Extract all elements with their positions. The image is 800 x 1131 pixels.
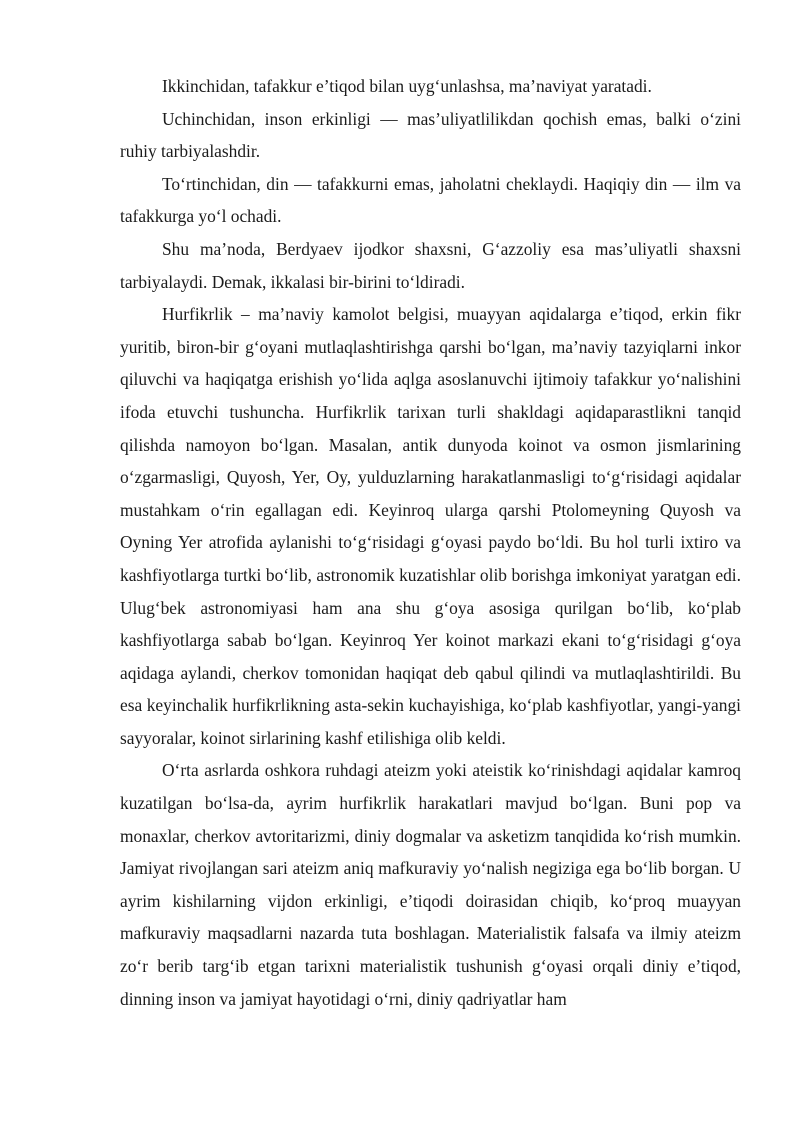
paragraph: Hurfikrlik – ma’naviy kamolot belgisi, muayyan aqidalarga e’tiqod, erkin fikr yuritib, biron-bir g‘oyani mutlaqlashtirishga qarshi bo‘lgan, ma’naviy tazyiqlarni inkor qiluvchi va haqiqatga erishish yo‘lida aqlga asoslanuvchi ijtimoiy tafakkur yo‘nalishini ifoda etuvchi tushuncha. Hurfikrlik tarixan turli shakldagi aqidaparastlikni tanqid qilishda namoyon bo‘lgan. Masalan, antik dunyoda koinot va osmon jismlarining o‘zgarmasligi, Quyosh, Yer, Oy, yulduzlarning harakatlanmasligi to‘g‘risidagi aqidalar mustahkam o‘rin egallagan edi. Keyinroq ularga qarshi Ptolomeyning Quyosh va Oyning Yer atrofida aylanishi to‘g‘risidagi g‘oyasi paydo bo‘ldi. Bu hol turli ixtiro va kashfiyotlarga turtki bo‘lib, astronomik kuzatishlar olib borishga imkoniyat yaratgan edi. Ulug‘bek astronomiyasi ham ana shu g‘oya asosiga qurilgan bo‘lib, ko‘plab kashfiyotlarga sabab bo‘lgan. Keyinroq Yer koinot markazi ekani to‘g‘risidagi g‘oya aqidaga aylandi, cherkov tomonidan haqiqat deb qabul qilindi va mutlaqlashtirildi. Bu esa keyinchalik hurfikrlikning asta-sekin kuchayishiga, ko‘plab kashfiyotlar, yangi-yangi sayyoralar, koinot sirlarining kashf etilishiga olib keldi. (120, 304, 741, 748)
document-page (120, 70, 741, 1015)
paragraph: Ikkinchidan, tafakkur e’tiqod bilan uyg‘unlashsa, ma’naviyat yaratadi. (162, 76, 652, 96)
paragraph: Shu ma’noda, Berdyaev ijodkor shaxsni, G‘azzoliy esa mas’uliyatli shaxsni tarbiyalaydi. Demak, ikkalasi bir-birini to‘ldiradi. (120, 238, 741, 292)
paragraph: O‘rta asrlarda oshkora ruhdagi ateizm yoki ateistik ko‘rinishdagi aqidalar kamroq kuzatilgan bo‘lsa-da, ayrim hurfikrlik harakatlari mavjud bo‘lgan. Buni pop va monaxlar, cherkov avtoritarizmi, diniy dogmalar va asketizm tanqididа ko‘rish mumkin. Jamiyat rivojlangan sari ateizm aniq mafkuraviy yo‘nalish negiziga ega bo‘lib borgan. U ayrim kishilarning vijdon erkinligi, e’tiqodi doirasidan chiqib, ko‘proq muayyan mafkuraviy maqsadlarni nazarda tuta boshlagan. Materialistik falsafa va ilmiy ateizm zo‘r berib targ‘ib etgan tarixni materialistik tushunish g‘oyasi orqali diniy e’tiqod, dinning inson va jamiyat hayotidagi o‘rni, diniy qadriyatlar ham (120, 760, 741, 1009)
paragraph: Uchinchidan, inson erkinligi — mas’uliyatlilikdan qochish emas, balki o‘zini ruhiy tarbiyalashdir. (120, 108, 741, 162)
paragraph: To‘rtinchidan, din — tafakkurni emas, jaholatni cheklaydi. Haqiqiy din — ilm va tafakkurga yo‘l ochadi. (120, 173, 741, 227)
